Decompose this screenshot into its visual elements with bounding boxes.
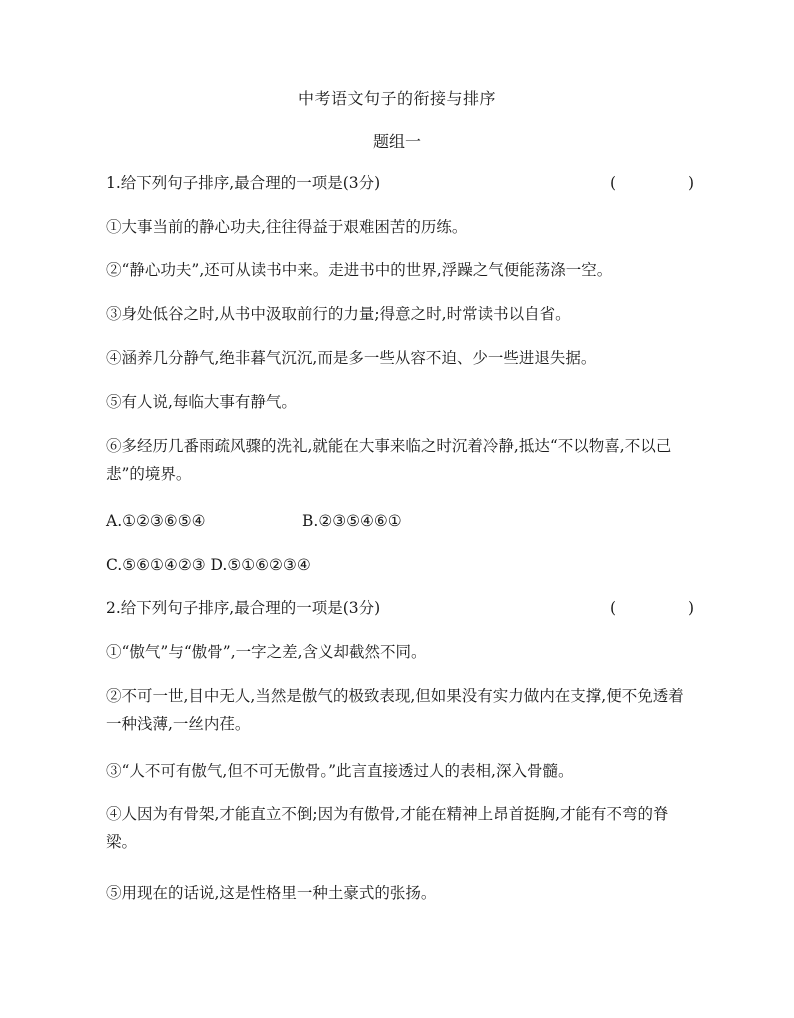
q1-sentence-4: ④涵养几分静气,绝非暮气沉沉,而是多一些从容不迫、少一些进退失据。 [106,349,597,367]
document-title: 中考语文句子的衔接与排序 [297,89,496,108]
q2-sentence-2: ②不可一世,目中无人,当然是傲气的极致表现,但如果没有实力做内在支撑,便不免透着一种浅薄,一丝内荏。 [106,687,684,733]
section-subtitle: 题组一 [372,132,421,151]
q1-sentence-5: ⑤有人说,每临大事有静气。 [106,393,297,411]
q1-sentence-6: ⑥多经历几番雨疏风骤的洗礼,就能在大事来临之时沉着冷静,抵达“不以物喜,不以己悲”的境界。 [106,437,672,483]
q2-sentence-1: ①“傲气”与“傲骨”,一字之差,含义却截然不同。 [106,643,427,661]
q1-sentence-3: ③身处低谷之时,从书中汲取前行的力量;得意之时,时常读书以自省。 [106,305,571,323]
question-1-header [106,172,696,194]
answer-bracket: ( ) [610,599,694,617]
q2-sentence-3: ③“人不可有傲气,但不可无傲骨。”此言直接透过人的表相,深入骨髓。 [106,762,574,780]
q1-options-row-2: C.⑤⑥①④②③ D.⑤①⑥②③④ [106,556,311,574]
q1-sentence-2: ②“静心功夫”,还可从读书中来。走进书中的世界,浮躁之气便能荡涤一空。 [106,261,613,279]
q2-sentence-5: ⑤用现在的话说,这是性格里一种土豪式的张扬。 [106,884,437,902]
answer-bracket: ( ) [610,174,694,192]
question-1-stem: 1.给下列句子排序,最合理的一项是(3分) [106,174,381,192]
q1-option-b: B.②③⑤④⑥① [302,512,402,530]
q2-sentence-4: ④人因为有骨架,才能直立不倒;因为有傲骨,才能在精神上昂首挺胸,才能有不弯的脊梁。 [106,805,669,851]
q1-option-a: A.①②③⑥⑤④ [106,512,206,530]
q1-options-row-1 [106,510,696,532]
q1-sentence-1: ①大事当前的静心功夫,往往得益于艰难困苦的历练。 [106,218,468,236]
question-2-stem: 2.给下列句子排序,最合理的一项是(3分) [106,599,381,617]
question-2-header [106,597,696,619]
